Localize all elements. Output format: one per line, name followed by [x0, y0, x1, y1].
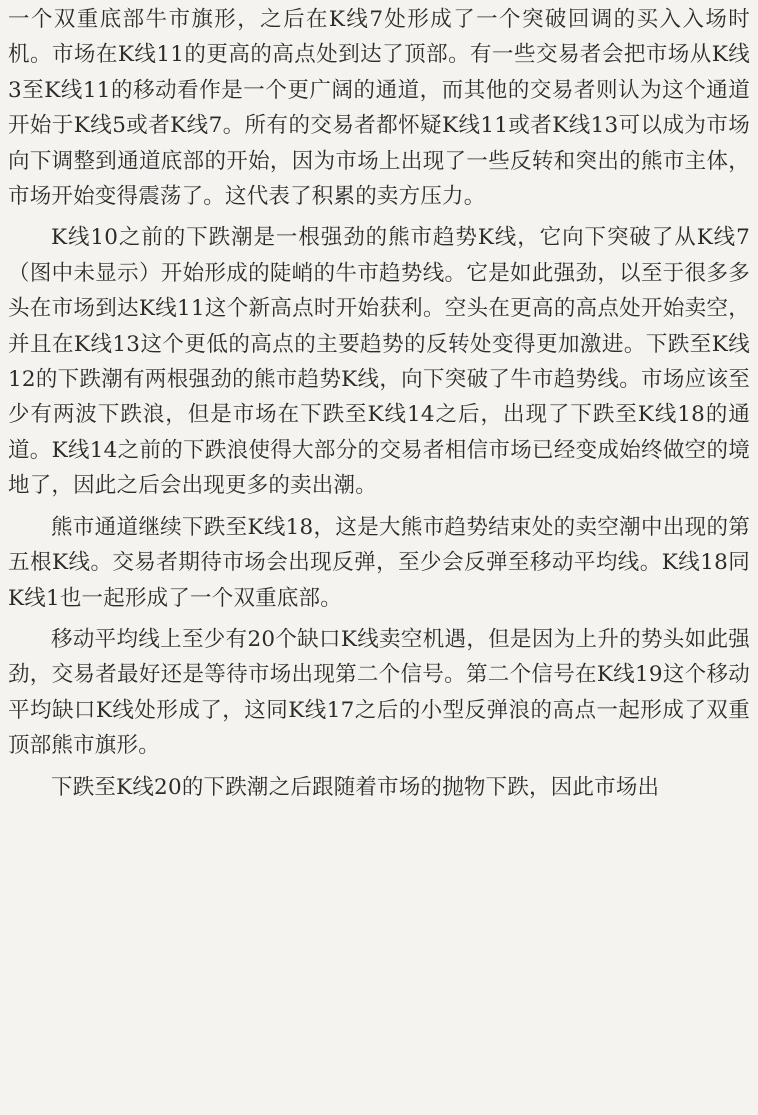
paragraph-5: 下跌至K线20的下跌潮之后跟随着市场的抛物下跌，因此市场出 — [51, 774, 660, 800]
paragraph-1: 一个双重底部牛市旗形，之后在K线7处形成了一个突破回调的买入入场时机。市场在K线11的更高的高点处到达了顶部。有一些交易者会把市场从K线3至K线11的移动看作是一个更广阔的通道，而其他的交易者则认为这个通道开始于K线5或者K线7。所有的交易者都怀疑K线11或者K线13可以成为市场向下调整到通道底部的开始，因为市场上出现了一些反转和突出的熊市主体，市场开始变得震荡了。这代表了积累的卖方压力。 — [8, 7, 750, 210]
paragraph-3: 熊市通道继续下跌至K线18，这是大熊市趋势结束处的卖空潮中出现的第五根K线。交易者期待市场会出现反弹，至少会反弹至移动平均线。K线18同K线1也一起形成了一个双重底部。 — [8, 514, 750, 611]
paragraph-2: K线10之前的下跌潮是一根强劲的熊市趋势K线，它向下突破了从K线7（图中未显示）开始形成的陡峭的牛市趋势线。它是如此强劲，以至于很多多头在市场到达K线11这个新高点时开始获利。空头在更高的高点处开始卖空，并且在K线13这个更低的高点的主要趋势的反转处变得更加激进。下跌至K线12的下跌潮有两根强劲的熊市趋势K线，向下突破了牛市趋势线。市场应该至少有两波下跌浪，但是市场在下跌至K线14之后，出现了下跌至K线18的通道。K线14之前的下跌浪使得大部分的交易者相信市场已经变成始终做空的境地了，因此之后会出现更多的卖出潮。 — [8, 225, 750, 499]
paragraph-4: 移动平均线上至少有20个缺口K线卖空机遇，但是因为上升的势头如此强劲，交易者最好还是等待市场出现第二个信号。第二个信号在K线19这个移动平均缺口K线处形成了，这同K线17之后的小型反弹浪的高点一起形成了双重顶部熊市旗形。 — [8, 626, 750, 759]
